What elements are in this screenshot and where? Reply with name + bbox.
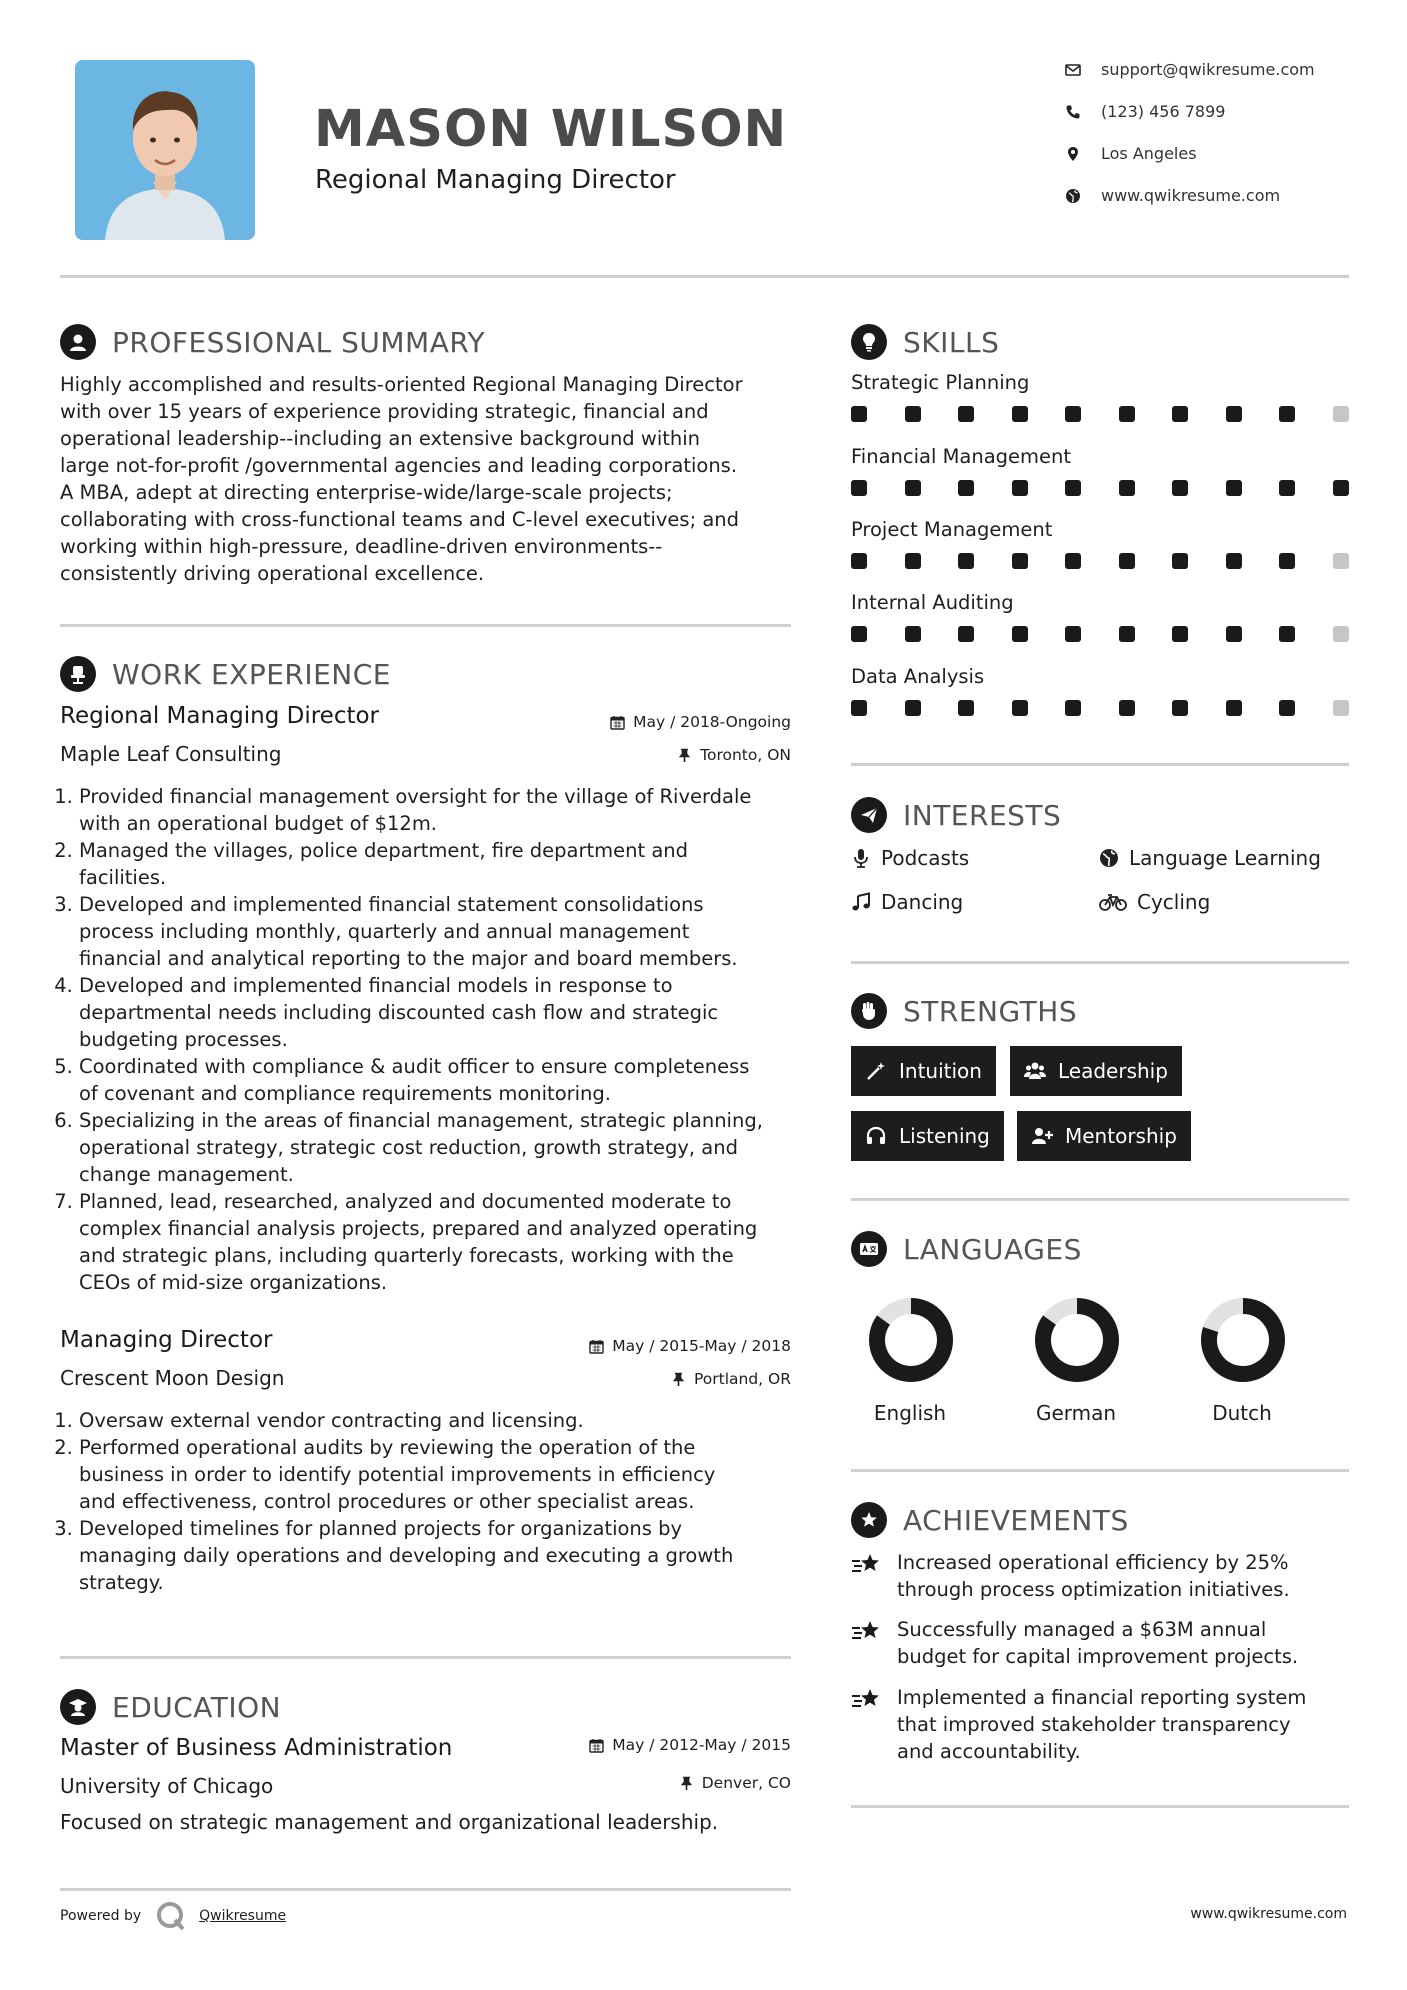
magic-wand-icon: [865, 1060, 887, 1082]
skill-dot-filled: [1226, 626, 1242, 642]
candidate-name: MASON WILSON: [314, 100, 788, 159]
skill-dot-filled: [958, 480, 974, 496]
raised-fist-icon: [851, 993, 887, 1029]
skill-dot-filled: [905, 480, 921, 496]
language-name: English: [873, 1401, 947, 1425]
skill-dot-filled: [1065, 626, 1081, 642]
paper-plane-icon: [851, 797, 887, 833]
phone-icon: [1065, 104, 1081, 120]
achievement-text: Successfully managed a $63M annual budget for capital improvement projects.: [897, 1618, 1299, 1668]
skill-dot-filled: [1012, 406, 1028, 422]
strengths-divider: [851, 1198, 1349, 1201]
pushpin-icon: [671, 1372, 686, 1387]
job-title: Managing Director: [60, 1327, 273, 1353]
summary-line: collaborating with cross-functional teams and C-level executives; and: [60, 508, 740, 531]
achievements-heading: ACHIEVEMENTS: [903, 1503, 1129, 1537]
profile-photo: [75, 60, 255, 240]
skill-dot-filled: [958, 626, 974, 642]
summary-heading: PROFESSIONAL SUMMARY: [112, 325, 486, 359]
footer-divider: [60, 1888, 791, 1891]
shooting-star-icon: [851, 1686, 883, 1714]
skill-rating: [851, 553, 1349, 569]
skill-dot-filled: [958, 553, 974, 569]
experience-heading: WORK EXPERIENCE: [112, 657, 391, 691]
skill-dot-filled: [851, 700, 867, 716]
summary-divider: [60, 624, 791, 627]
skill-dot-filled: [851, 406, 867, 422]
skill-name: Project Management: [851, 518, 1053, 541]
skill-rating: [851, 700, 1349, 716]
job-date-text: May / 2015-May / 2018: [612, 1337, 791, 1355]
footer-powered-by: [60, 1900, 286, 1932]
skill-dot-filled: [1172, 700, 1188, 716]
contact-location-text: Los Angeles: [1101, 144, 1197, 163]
contact-email-text: support@qwikresume.com: [1101, 60, 1315, 79]
list-item: 4. Developed and implemented financial models in response to departmental needs including discounted cash flow and strategic budgeting processes.: [79, 972, 829, 1053]
job-location: [677, 746, 791, 764]
skill-dot-filled: [1226, 406, 1242, 422]
strength-label: Mentorship: [1065, 1124, 1177, 1148]
pushpin-icon: [679, 1776, 694, 1791]
job-date: [589, 1337, 791, 1355]
strength-label: Intuition: [899, 1059, 982, 1083]
avatar-illustration: [75, 60, 255, 240]
skill-item: [851, 591, 1349, 665]
strengths-heading: STRENGTHS: [903, 994, 1078, 1028]
skill-dot-filled: [905, 406, 921, 422]
strengths-header: [851, 993, 1077, 1029]
interest-dancing: [851, 890, 963, 914]
skill-rating: [851, 406, 1349, 422]
education-date-text: May / 2012-May / 2015: [612, 1736, 791, 1754]
strength-chip-leadership: [1010, 1046, 1182, 1096]
headphones-icon: [865, 1125, 887, 1147]
skill-name: Data Analysis: [851, 665, 985, 688]
achievement-item: [851, 1616, 1349, 1684]
skill-dot-filled: [1172, 553, 1188, 569]
strength-chip-intuition: [851, 1046, 996, 1096]
list-item: 2. Managed the villages, police department, fire department and facilities.: [79, 837, 829, 891]
achievement-text: Increased operational efficiency by 25% through process optimization initiatives.: [897, 1551, 1290, 1601]
qwikresume-link[interactable]: Qwikresume: [199, 1908, 287, 1924]
users-icon: [1024, 1060, 1046, 1082]
job-location-text: Toronto, ON: [700, 746, 791, 764]
skill-dot-empty: [1333, 700, 1349, 716]
skill-dot-filled: [1065, 480, 1081, 496]
language-rings: [851, 1290, 1349, 1390]
contact-email[interactable]: [1065, 60, 1315, 79]
school-name: University of Chicago: [60, 1774, 274, 1798]
contact-phone-text: (123) 456 7899: [1101, 102, 1226, 121]
list-item: 7. Planned, lead, researched, analyzed and documented moderate to complex financial analysis projects, prepared and analyzed operating and strategic plans, including quarterly forecasts, working with the CEOs of mid-size organizations.: [79, 1188, 829, 1296]
briefcase-chair-icon: [60, 656, 96, 692]
skill-item: [851, 445, 1349, 518]
achievement-item: [851, 1549, 1349, 1616]
shooting-star-icon: [851, 1551, 883, 1579]
skills-list: [851, 371, 1349, 738]
language-name: Dutch: [1212, 1401, 1272, 1425]
skill-dot-filled: [958, 700, 974, 716]
skill-name: Internal Auditing: [851, 591, 1014, 614]
skill-rating: [851, 626, 1349, 642]
skill-item: [851, 371, 1349, 445]
skill-dot-filled: [1119, 480, 1135, 496]
skill-dot-filled: [851, 626, 867, 642]
skill-dot-filled: [1279, 626, 1295, 642]
skill-dot-filled: [1226, 553, 1242, 569]
achievements-list: [851, 1549, 1349, 1765]
interest-label: Cycling: [1137, 890, 1211, 914]
education-heading: EDUCATION: [112, 1690, 282, 1724]
job-duties-list: [53, 1407, 829, 1596]
job-location: [671, 1370, 791, 1388]
summary-line: working within high-pressure, deadline-driven environments--: [60, 535, 663, 558]
languages-header: [851, 1231, 1082, 1267]
skill-dot-filled: [851, 553, 867, 569]
education-location-text: Denver, CO: [701, 1774, 791, 1792]
summary-line: operational leadership--including an extensive background within: [60, 427, 701, 450]
company-name: Crescent Moon Design: [60, 1366, 285, 1390]
skill-dot-filled: [1279, 553, 1295, 569]
interest-label: Language Learning: [1129, 846, 1321, 870]
globe-icon: [1099, 848, 1119, 868]
list-item: 3. Developed and implemented financial statement consolidations process including monthly, quarterly and annual management financial and analytical reporting to the major and board members.: [79, 891, 829, 972]
contact-website[interactable]: [1065, 186, 1280, 205]
user-circle-icon: [60, 324, 96, 360]
experience-header: [60, 656, 391, 692]
list-item: 5. Coordinated with compliance & audit officer to ensure completeness of covenant and compliance requirements monitoring.: [79, 1053, 829, 1107]
skill-dot-filled: [1012, 480, 1028, 496]
skill-dot-empty: [1333, 406, 1349, 422]
skill-dot-filled: [905, 626, 921, 642]
strength-label: Leadership: [1058, 1059, 1168, 1083]
list-item: 1. Provided financial management oversight for the village of Riverdale with an operational budget of $12m.: [79, 783, 829, 837]
envelope-icon: [1065, 62, 1081, 78]
company-name: Maple Leaf Consulting: [60, 742, 282, 766]
strength-chip-listening: [851, 1111, 1004, 1161]
list-item: 3. Developed timelines for planned projects for organizations by managing daily operations and developing and executing a growth strategy.: [79, 1515, 829, 1596]
education-location: [679, 1774, 791, 1792]
header-divider: [60, 275, 1349, 278]
microphone-icon: [851, 848, 871, 868]
calendar-icon: [589, 1339, 604, 1354]
interest-label: Podcasts: [881, 846, 970, 870]
bicycle-icon: [1099, 892, 1127, 912]
skill-dot-filled: [1065, 406, 1081, 422]
skill-dot-filled: [1226, 700, 1242, 716]
achievement-text: Implemented a financial reporting system that improved stakeholder transparency and accountability.: [897, 1686, 1307, 1763]
languages-heading: LANGUAGES: [903, 1232, 1082, 1266]
calendar-icon: [610, 715, 625, 730]
skill-dot-filled: [1172, 480, 1188, 496]
education-note: Focused on strategic management and organizational leadership.: [60, 1810, 719, 1834]
achievements-divider: [851, 1805, 1349, 1808]
achievement-item: [851, 1684, 1349, 1765]
skill-dot-filled: [1279, 406, 1295, 422]
summary-text: [60, 371, 800, 587]
skill-dot-filled: [1119, 700, 1135, 716]
skill-dot-filled: [1119, 553, 1135, 569]
skill-dot-filled: [1065, 553, 1081, 569]
skill-dot-filled: [851, 480, 867, 496]
skill-name: Strategic Planning: [851, 371, 1030, 394]
interest-cycling: [1099, 890, 1210, 914]
skill-dot-filled: [1172, 406, 1188, 422]
skill-dot-filled: [1333, 480, 1349, 496]
skill-item: [851, 518, 1349, 591]
skill-dot-filled: [1279, 700, 1295, 716]
list-item: 6. Specializing in the areas of financial management, strategic planning, operational strategy, strategic cost reduction, growth strategy, and change management.: [79, 1107, 829, 1188]
skill-dot-filled: [1279, 480, 1295, 496]
skill-rating: [851, 480, 1349, 496]
job-date: [610, 713, 791, 731]
education-header: [60, 1689, 281, 1725]
contact-phone[interactable]: [1065, 102, 1225, 121]
calendar-icon: [589, 1738, 604, 1753]
shooting-star-icon: [851, 1618, 883, 1646]
strength-label: Listening: [899, 1124, 990, 1148]
qwikresume-logo-icon: [155, 1900, 187, 1932]
powered-by-label: Powered by: [60, 1908, 142, 1924]
job-date-text: May / 2018-Ongoing: [633, 713, 791, 731]
footer-website[interactable]: www.qwikresume.com: [1190, 1906, 1347, 1922]
list-item: 1. Oversaw external vendor contracting and licensing.: [79, 1407, 829, 1434]
summary-line: consistently driving operational excellence.: [60, 562, 485, 585]
contact-website-text: www.qwikresume.com: [1101, 186, 1281, 205]
interest-label: Dancing: [881, 890, 964, 914]
skills-header: [851, 324, 999, 360]
skill-dot-filled: [1226, 480, 1242, 496]
lightbulb-icon: [851, 324, 887, 360]
job-title: Regional Managing Director: [60, 703, 380, 729]
skill-item: [851, 665, 1349, 738]
summary-line: large not-for-profit /governmental agencies and leading corporations.: [60, 454, 738, 477]
skill-dot-filled: [1172, 626, 1188, 642]
language-name: German: [1035, 1401, 1117, 1425]
skill-dot-filled: [905, 700, 921, 716]
strength-chip-mentorship: [1017, 1111, 1191, 1161]
skill-dot-filled: [958, 406, 974, 422]
degree-title: Master of Business Administration: [60, 1735, 453, 1761]
summary-line: with over 15 years of experience providing strategic, financial and: [60, 400, 709, 423]
job-duties-list: [53, 783, 829, 1296]
skills-heading: SKILLS: [903, 325, 1000, 359]
skills-divider: [851, 763, 1349, 766]
interests-header: [851, 797, 1061, 833]
pushpin-icon: [677, 748, 692, 763]
summary-line: A MBA, adept at directing enterprise-wide/large-scale projects;: [60, 481, 673, 504]
skill-dot-filled: [1012, 553, 1028, 569]
skill-dot-filled: [1012, 700, 1028, 716]
skill-dot-filled: [1119, 626, 1135, 642]
achievements-header: [851, 1502, 1129, 1538]
map-pin-icon: [1065, 146, 1081, 162]
summary-line: Highly accomplished and results-oriented Regional Managing Director: [60, 373, 743, 396]
summary-header: [60, 324, 485, 360]
interests-divider: [851, 961, 1349, 964]
education-date: [589, 1736, 791, 1754]
job-location-text: Portland, OR: [693, 1370, 791, 1388]
globe-icon: [1065, 188, 1081, 204]
language-card-icon: [851, 1231, 887, 1267]
list-item: 2. Performed operational audits by reviewing the operation of the business in order to identify potential improvements in efficiency and effectiveness, control procedures or other specialist areas.: [79, 1434, 829, 1515]
skill-dot-empty: [1333, 553, 1349, 569]
candidate-title: Regional Managing Director: [315, 165, 676, 195]
skill-name: Financial Management: [851, 445, 1072, 468]
interests-heading: INTERESTS: [903, 798, 1062, 832]
graduate-icon: [60, 1689, 96, 1725]
user-plus-icon: [1031, 1125, 1053, 1147]
experience-divider: [60, 1656, 791, 1659]
skill-dot-filled: [905, 553, 921, 569]
skill-dot-filled: [1119, 406, 1135, 422]
languages-divider: [851, 1469, 1349, 1472]
interest-podcasts: [851, 846, 969, 870]
music-note-icon: [851, 892, 871, 912]
skill-dot-filled: [1012, 626, 1028, 642]
contact-location: [1065, 144, 1197, 163]
skill-dot-empty: [1333, 626, 1349, 642]
skill-dot-filled: [1065, 700, 1081, 716]
star-badge-icon: [851, 1502, 887, 1538]
interest-language-learning: [1099, 846, 1321, 870]
